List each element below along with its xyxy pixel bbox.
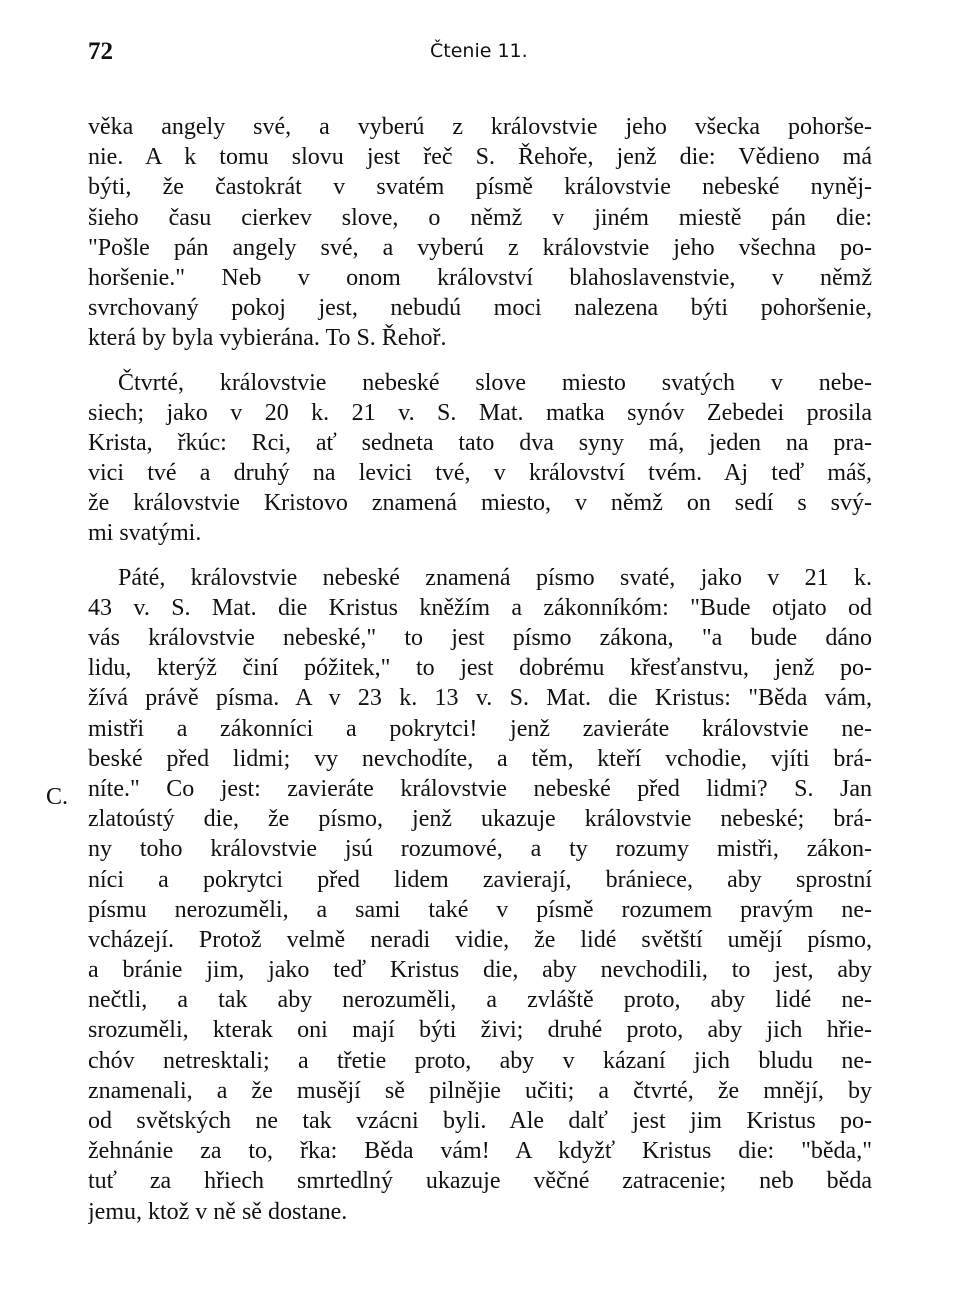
text-line: šieho času cierkev slove, o němž v jiném miestě pán die: <box>88 204 872 231</box>
text-line: chóv netresktali; a třetie proto, aby v kázaní jich bludu ne- <box>88 1047 872 1074</box>
margin-note: C. <box>46 784 69 810</box>
text-line: vici tvé a druhý na levici tvé, v království tvém. Aj teď máš, <box>88 460 872 487</box>
text-line: ny toho královstvie jsú rozumové, a ty rozumy mistři, zákon- <box>88 836 872 863</box>
text-line: že královstvie Kristovo znamená miesto, v němž on sedí s svý- <box>88 490 872 517</box>
text-line: vás královstvie nebeské," to jest písmo zákona, "a bude dáno <box>88 625 872 651</box>
text-line: a bránie jim, jako teď Kristus die, aby nevchodili, to jest, aby <box>88 957 872 984</box>
text-line: vcházejí. Protož velmě neradi vidie, že lidé světští umějí písmo, <box>88 926 872 953</box>
text-line: Krista, řkúc: Rci, ať sedneta tato dva syny má, jeden na pra- <box>88 429 872 456</box>
text-line: Páté, královstvie nebeské znamená písmo svaté, jako v 21 k. <box>118 564 872 591</box>
text-line: žívá právě písma. A v 23 k. 13 v. S. Mat. die Kristus: "Běda vám, <box>88 685 872 712</box>
text-line: žehnánie za to, řka: Běda vám! A kdyžť Kristus die: "běda," <box>88 1138 872 1165</box>
paragraph <box>88 563 872 1227</box>
paragraph <box>88 368 872 549</box>
text-line: níci a pokrytci před lidem zavierají, brániece, aby sprostní <box>88 866 872 893</box>
text-line: svrchovaný pokoj jest, nebudú moci nalezena býti pohoršenie, <box>88 295 872 322</box>
paragraph-gap <box>88 549 872 563</box>
text-line: která by byla vybierána. To S. Řehoř. <box>88 325 447 352</box>
page-number: 72 <box>88 38 113 65</box>
text-line: níte." Co jest: zavieráte královstvie nebeské před lidmi? S. Jan <box>88 775 872 802</box>
text-line: písmu nerozuměli, a sami také v písmě rozumem pravým ne- <box>88 896 872 923</box>
text-line: nie. A k tomu slovu jest řeč S. Řehoře, jenž die: Vědieno má <box>88 144 872 171</box>
text-line: horšenie." Neb v onom království blahoslavenstvie, v němž <box>88 264 872 291</box>
text-line: od světských ne tak vzácni byli. Ale dalť jest jim Kristus po- <box>88 1108 872 1134</box>
text-line: lidu, kterýž činí póžitek," to jest dobrému křesťanstvu, jenž po- <box>88 655 872 682</box>
text-line: mistři a zákonníci a pokrytci! jenž zavieráte královstvie ne- <box>88 715 872 742</box>
text-line: nečtli, a tak aby nerozuměli, a zvláště proto, aby lidé ne- <box>88 987 872 1014</box>
page-header <box>88 38 872 72</box>
text-line: 43 v. S. Mat. die Kristus kněžím a zákonníkóm: "Bude otjato od <box>88 594 872 621</box>
text-line: siech; jako v 20 k. 21 v. S. Mat. matka synóv Zebedei prosila <box>88 399 872 426</box>
text-line: býti, že častokrát v svatém písmě královstvie nebeské nyněj- <box>88 174 872 201</box>
text-line: beské před lidmi; vy nevchodíte, a těm, kteří vchodie, vjíti brá- <box>88 745 872 772</box>
body-text <box>88 112 872 1227</box>
text-line: Čtvrté, královstvie nebeské slove miesto svatých v nebe- <box>118 369 872 396</box>
text-line: "Pošle pán angely své, a vyberú z královstvie jeho všechna po- <box>88 234 872 261</box>
paragraph-gap <box>88 354 872 368</box>
text-line: tuť za hřiech smrtedlný ukazuje věčné zatracenie; neb běda <box>88 1168 872 1195</box>
text-line: zlatoústý die, že písmo, jenž ukazuje královstvie nebeské; brá- <box>88 806 872 833</box>
text-line: srozuměli, kterak oni mají býti živi; druhé proto, aby jich hřie- <box>88 1017 872 1044</box>
text-line: mi svatými. <box>88 520 202 547</box>
text-line: věka angely své, a vyberú z královstvie jeho všecka pohorše- <box>88 114 872 140</box>
running-title: Čtenie 11. <box>430 40 528 62</box>
text-line: znamenali, a že musějí sě pilnějie učiti; a čtvrté, že mnějí, by <box>88 1077 872 1104</box>
text-line: jemu, ktož v ně sě dostane. <box>88 1198 348 1225</box>
paragraph <box>88 112 872 354</box>
